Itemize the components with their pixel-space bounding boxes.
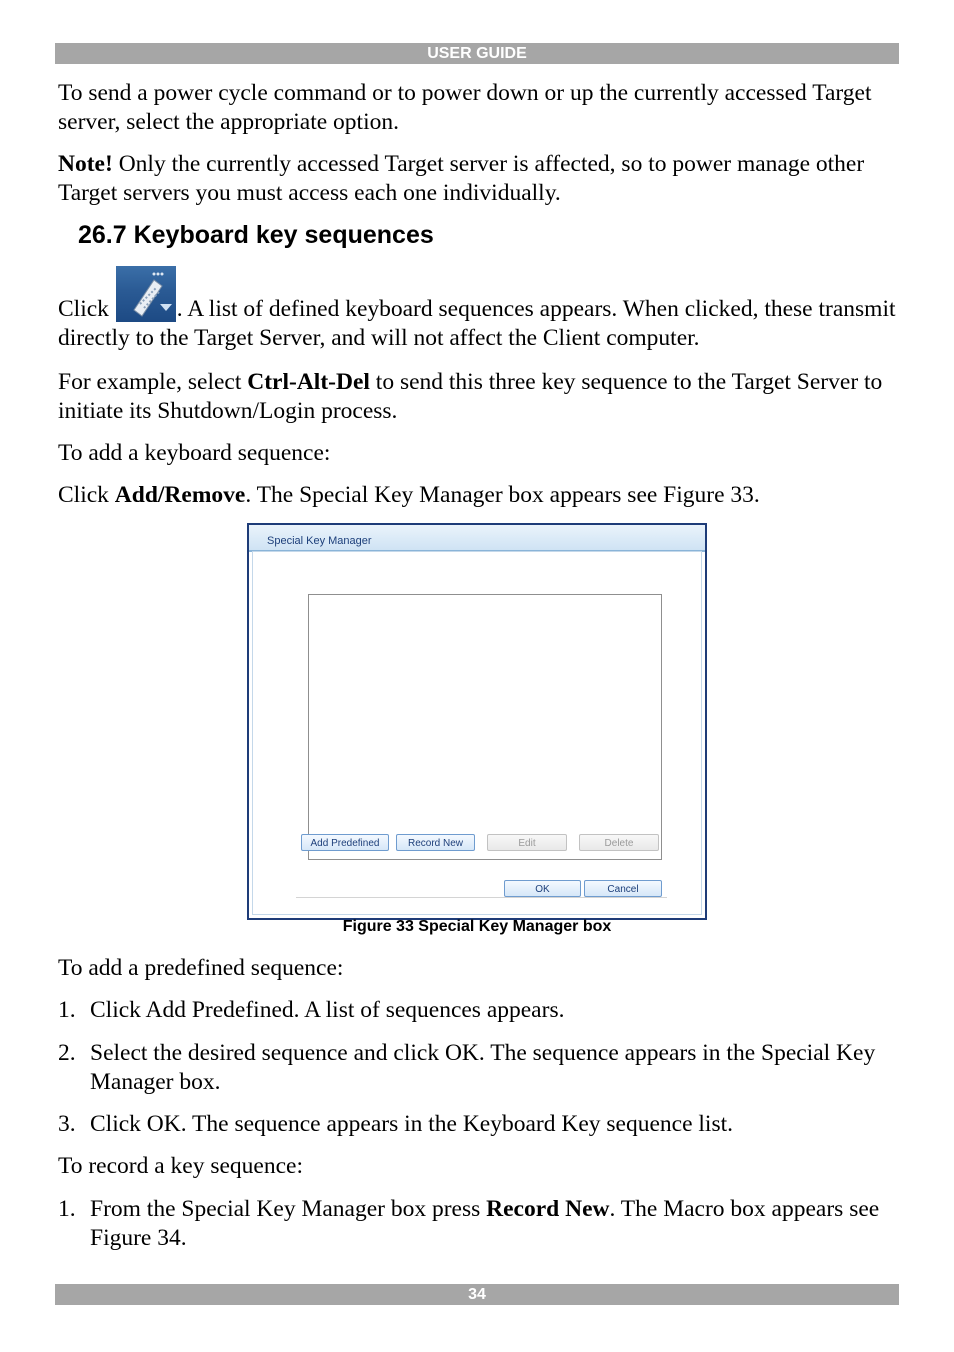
click-add-bold: Add/Remove <box>114 482 246 508</box>
figure-caption: Figure 33 Special Key Manager box <box>342 918 612 935</box>
key-sequence-list[interactable] <box>308 594 662 860</box>
example-paragraph <box>58 368 908 426</box>
section-heading: 26.7 Keyboard key sequences <box>78 221 434 249</box>
record-step-post: . The Macro box appears see Figure 34. <box>90 1196 880 1251</box>
header-bar <box>55 43 899 64</box>
footer-bar <box>55 1284 899 1305</box>
special-key-manager-dialog <box>247 523 707 920</box>
note-text: Only the currently accessed Target server is affected, so to power manage other Target servers you must access each one individually. <box>58 151 865 206</box>
click-add-pre: Click <box>58 482 115 508</box>
page-number: 34 <box>468 1286 486 1303</box>
dialog-body <box>252 551 702 915</box>
record-step-pre: From the Special Key Manager box press <box>90 1196 487 1222</box>
edit-button[interactable]: Edit <box>487 834 567 851</box>
click-paragraph <box>58 266 908 353</box>
record-step-bold: Record New <box>486 1196 610 1222</box>
delete-button[interactable]: Delete <box>579 834 659 851</box>
list-number: 1. <box>58 1196 76 1222</box>
predefined-intro: To add a predefined sequence: <box>58 955 344 981</box>
list-text: Click Add Predefined. A list of sequences appears. <box>90 997 565 1023</box>
click-rest: . A list of defined keyboard sequences appears. When clicked, these transmit directly to the Target Server, and will not affect the Client computer. <box>58 296 896 351</box>
list-number: 2. <box>58 1040 76 1066</box>
example-pre: For example, select <box>58 369 248 395</box>
note-paragraph <box>58 150 908 208</box>
list-number: 3. <box>58 1111 76 1137</box>
ok-button[interactable]: OK <box>504 880 581 897</box>
example-post: to send this three key sequence to the Target Server to initiate its Shutdown/Login process. <box>58 369 883 424</box>
list-text: Select the desired sequence and click OK. The sequence appears in the Special Key Manager box. <box>90 1040 876 1095</box>
record-new-button[interactable]: Record New <box>396 834 475 851</box>
click-word: Click <box>58 296 109 322</box>
intro-paragraph: To send a power cycle command or to power down or up the currently accessed Target server, select the appropriate option. <box>58 80 872 135</box>
add-predefined-button[interactable]: Add Predefined <box>301 834 389 851</box>
list-text: Click OK. The sequence appears in the Keyboard Key sequence list. <box>90 1111 733 1137</box>
dialog-titlebar <box>249 525 705 552</box>
list-number: 1. <box>58 997 76 1023</box>
dialog-title: Special Key Manager <box>267 535 372 547</box>
record-intro: To record a key sequence: <box>58 1153 303 1179</box>
add-intro: To add a keyboard sequence: <box>58 440 331 466</box>
keyboard-sequence-icon[interactable] <box>116 266 176 322</box>
click-add-post: . The Special Key Manager box appears see Figure 33. <box>245 482 760 508</box>
click-add-paragraph <box>58 481 908 510</box>
cancel-button[interactable]: Cancel <box>584 880 662 897</box>
list-text <box>90 1195 908 1253</box>
example-bold: Ctrl-Alt-Del <box>247 369 370 395</box>
note-label: Note! <box>58 151 113 177</box>
header-title: USER GUIDE <box>427 45 527 62</box>
